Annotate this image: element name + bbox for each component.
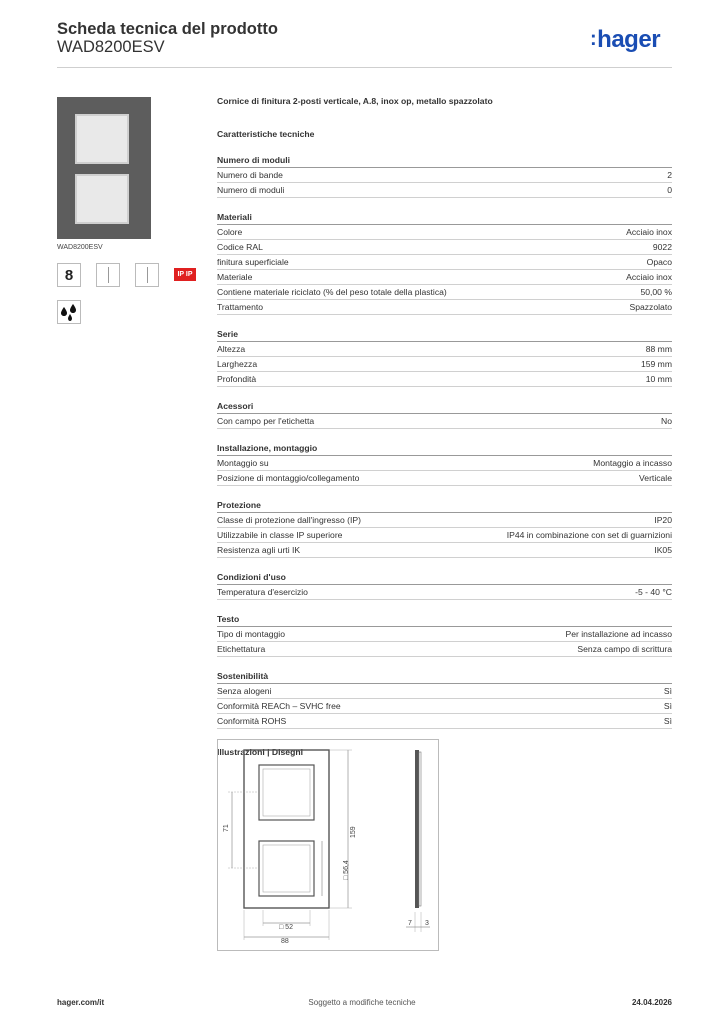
spec-label: Materiale <box>217 272 253 282</box>
spec-row <box>217 699 672 714</box>
spec-sections <box>217 153 672 729</box>
spec-value: Verticale <box>639 473 672 483</box>
spec-section <box>217 570 672 600</box>
vertical-bar-icon <box>135 263 159 287</box>
spec-value: Acciaio inox <box>626 272 672 282</box>
spec-row <box>217 240 672 255</box>
spec-label: Contiene materiale riciclato (% del peso totale della plastica) <box>217 287 447 297</box>
footer-disclaimer: Soggetto a modifiche tecniche <box>308 998 416 1007</box>
dim-7-label: 7 <box>408 920 412 927</box>
spec-value: -5 - 40 °C <box>635 587 672 597</box>
side-profile <box>415 750 419 908</box>
product-code: WAD8200ESV <box>57 38 165 56</box>
section-heading: Serie <box>217 327 672 342</box>
spec-label: Trattamento <box>217 302 264 312</box>
spec-row <box>217 528 672 543</box>
spec-value: IP44 in combinazione con set di guarnizioni <box>506 530 672 540</box>
spec-row <box>217 225 672 240</box>
spec-value: 159 mm <box>640 359 672 369</box>
spec-label: Senza alogeni <box>217 686 272 696</box>
spec-label: Profondità <box>217 374 257 384</box>
spec-section <box>217 669 672 729</box>
section-heading: Materiali <box>217 210 672 225</box>
spec-label: Utilizzabile in classe IP superiore <box>217 530 343 540</box>
product-image-lower-opening <box>75 174 129 224</box>
spec-label: Colore <box>217 227 243 237</box>
spec-label: Resistenza agli urti IK <box>217 545 301 555</box>
logo-text: hager <box>597 26 661 53</box>
spec-row <box>217 471 672 486</box>
spec-section <box>217 612 672 657</box>
spec-value: Montaggio a incasso <box>593 458 672 468</box>
spec-label: Numero di bande <box>217 170 283 180</box>
section-heading: Acessori <box>217 399 672 414</box>
spec-label: Numero di moduli <box>217 185 285 195</box>
footer-website: hager.com/it <box>57 998 105 1007</box>
digit-8-icon: 8 <box>57 263 81 287</box>
spec-section <box>217 399 672 429</box>
spec-row <box>217 456 672 471</box>
section-heading: Sostenibilità <box>217 669 672 684</box>
spec-section <box>217 498 672 558</box>
frame-outline <box>244 750 329 908</box>
hager-logo <box>590 26 660 54</box>
spec-row <box>217 543 672 558</box>
section-heading: Testo <box>217 612 672 627</box>
spec-value: 10 mm <box>645 374 672 384</box>
spec-row <box>217 684 672 699</box>
spec-value: Sì <box>663 701 672 711</box>
dimension-drawing <box>217 739 439 951</box>
spec-row <box>217 168 672 183</box>
spec-label: Conformità REACh – SVHC free <box>217 701 341 711</box>
spec-label: Con campo per l'etichetta <box>217 416 315 426</box>
spec-value: Senza campo di scrittura <box>577 644 672 654</box>
section-heading: Condizioni d'uso <box>217 570 672 585</box>
section-heading: Numero di moduli <box>217 153 672 168</box>
spec-row <box>217 270 672 285</box>
spec-value: IP20 <box>654 515 672 525</box>
spec-row <box>217 357 672 372</box>
document-title: Scheda tecnica del prodotto <box>57 20 278 38</box>
spec-value: 50,00 % <box>640 287 672 297</box>
spec-section <box>217 441 672 486</box>
lower-opening <box>259 841 314 896</box>
spec-value: IK05 <box>654 545 672 555</box>
spec-label: Altezza <box>217 344 246 354</box>
spec-label: Codice RAL <box>217 242 263 252</box>
product-image <box>57 97 151 239</box>
spec-value: 0 <box>667 185 672 195</box>
dim-88-label: 88 <box>281 938 289 945</box>
section-heading: Protezione <box>217 498 672 513</box>
dim-56-4-label: □ 56,4 <box>343 860 350 880</box>
spec-row <box>217 285 672 300</box>
spec-content <box>217 93 672 759</box>
spec-row <box>217 300 672 315</box>
spec-row <box>217 183 672 198</box>
spec-label: Temperatura d'esercizio <box>217 587 308 597</box>
spec-label: Montaggio su <box>217 458 269 468</box>
spec-section <box>217 327 672 387</box>
illustrations-title: Illustrazioni | Disegni <box>217 747 303 757</box>
spec-row <box>217 342 672 357</box>
spec-row <box>217 714 672 729</box>
spec-label: Posizione di montaggio/collegamento <box>217 473 360 483</box>
upper-opening <box>259 765 314 820</box>
spec-value: Sì <box>663 686 672 696</box>
water-drops-icon <box>57 300 81 324</box>
section-heading: Installazione, montaggio <box>217 441 672 456</box>
spec-value: No <box>661 416 672 426</box>
spec-label: Tipo di montaggio <box>217 629 285 639</box>
dim-71-label: 71 <box>223 824 230 832</box>
product-image-upper-opening <box>75 114 129 164</box>
spec-row <box>217 372 672 387</box>
spec-label: Classe di protezione dall'ingresso (IP) <box>217 515 361 525</box>
vertical-bar-icon <box>96 263 120 287</box>
spec-section <box>217 153 672 198</box>
spec-value: Per installazione ad incasso <box>565 629 672 639</box>
footer-date: 24.04.2026 <box>631 998 672 1007</box>
spec-value: 2 <box>667 170 672 180</box>
technical-characteristics-title: Caratteristiche tecniche <box>217 129 315 139</box>
product-description: Cornice di finitura 2-posti verticale, A.8, inox op, metallo spazzolato <box>217 96 493 106</box>
spec-value: 9022 <box>652 242 672 252</box>
spec-value: Spazzolato <box>629 302 672 312</box>
ip-icon: IP IP <box>174 268 196 281</box>
spec-label: Larghezza <box>217 359 258 369</box>
spec-row <box>217 585 672 600</box>
dim-3-label: 3 <box>425 920 429 927</box>
logo-dots-icon: : <box>590 28 597 50</box>
spec-row <box>217 642 672 657</box>
spec-value: Acciaio inox <box>626 227 672 237</box>
dim-52-label: □ 52 <box>279 924 293 931</box>
header-divider <box>57 67 672 68</box>
spec-value: 88 mm <box>645 344 672 354</box>
spec-row <box>217 513 672 528</box>
spec-row <box>217 255 672 270</box>
spec-row <box>217 627 672 642</box>
product-image-caption: WAD8200ESV <box>57 244 103 251</box>
spec-section <box>217 210 672 315</box>
spec-value: Sì <box>663 716 672 726</box>
spec-label: Conformità ROHS <box>217 716 287 726</box>
dim-159-label: 159 <box>350 826 357 838</box>
spec-label: finitura superficiale <box>217 257 289 267</box>
spec-row <box>217 414 672 429</box>
spec-label: Etichettatura <box>217 644 266 654</box>
spec-value: Opaco <box>646 257 672 267</box>
